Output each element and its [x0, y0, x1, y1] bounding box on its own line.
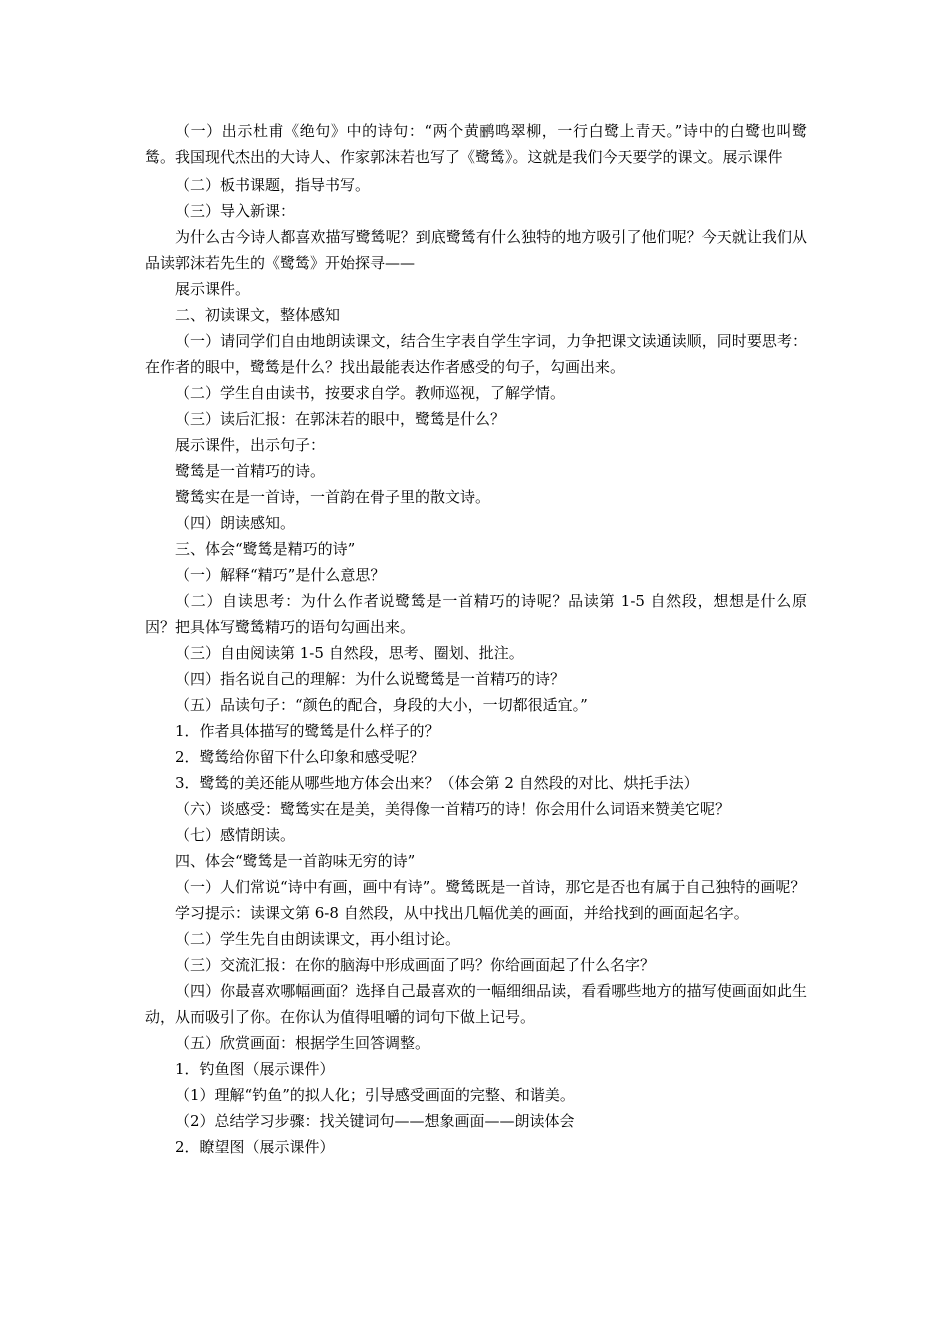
paragraph: 鹭鸶是一首精巧的诗。: [175, 462, 326, 480]
section-heading: 三、体会“鹭鸶是精巧的诗”: [175, 540, 356, 558]
paragraph: 学习提示：读课文第 6-8 自然段，从中找出几幅优美的画面，并给找到的画面起名字。: [175, 904, 749, 922]
document-body: [145, 118, 807, 1160]
paragraph: （六）谈感受：鹭鸶实在是美，美得像一首精巧的诗！你会用什么词语来赞美它呢？: [175, 800, 731, 818]
paragraph: （五）欣赏画面：根据学生回答调整。: [175, 1034, 431, 1052]
paragraph: （二）自读思考：为什么作者说鹭鸶是一首精巧的诗呢？品读第 1-5 自然段，想想是什么原因？把具体写鹭鸶精巧的语句勾画出来。: [145, 592, 807, 636]
section-heading: 四、体会“鹭鸶是一首韵味无穷的诗”: [175, 852, 416, 870]
paragraph: （一）出示杜甫《绝句》中的诗句：“两个黄鹂鸣翠柳，一行白鹭上青天。”诗中的白鹭也叫鹭鸶。我国现代杰出的大诗人、作家郭沫若也写了《鹭鸶》。这就是我们今天要学的课文。展示课件: [145, 122, 807, 166]
list-item: （2）总结学习步骤：找关键词句——想象画面——朗读体会: [175, 1112, 575, 1130]
paragraph: （四）朗读感知。: [175, 514, 296, 532]
list-item: 2．鹭鸶给你留下什么印象和感受呢？: [175, 748, 425, 766]
paragraph: （四）指名说自己的理解：为什么说鹭鸶是一首精巧的诗？: [175, 670, 566, 688]
paragraph: （二）板书课题，指导书写。: [175, 176, 371, 194]
paragraph: （三）导入新课：: [175, 202, 296, 220]
paragraph: （三）交流汇报：在你的脑海中形成画面了吗？你给画面起了什么名字？: [175, 956, 656, 974]
paragraph: （三）自由阅读第 1-5 自然段，思考、圈划、批注。: [175, 644, 524, 662]
paragraph: （二）学生自由读书，按要求自学。教师巡视，了解学情。: [175, 384, 566, 402]
paragraph: 展示课件，出示句子：: [175, 436, 326, 454]
paragraph: （四）你最喜欢哪幅画面？选择自己最喜欢的一幅细细品读，看看哪些地方的描写使画面如此生动，从而吸引了你。在你认为值得咀嚼的词句下做上记号。: [145, 982, 807, 1026]
list-item: 3．鹭鸶的美还能从哪些地方体会出来？（体会第 2 自然段的对比、烘托手法）: [175, 774, 699, 792]
paragraph: （一）人们常说“诗中有画，画中有诗”。鹭鸶既是一首诗，那它是否也有属于自己独特的画呢？: [175, 878, 806, 896]
paragraph: （二）学生先自由朗读课文，再小组讨论。: [175, 930, 461, 948]
paragraph: （七）感情朗读。: [175, 826, 296, 844]
paragraph: （一）解释“精巧”是什么意思？: [175, 566, 386, 584]
list-item: 1．作者具体描写的鹭鸶是什么样子的？: [175, 722, 440, 740]
paragraph: 展示课件。: [175, 280, 251, 298]
section-heading: 二、初读课文，整体感知: [175, 306, 341, 324]
paragraph: （一）请同学们自由地朗读课文，结合生字表自学生字词，力争把课文读通读顺，同时要思考：在作者的眼中，鹭鸶是什么？找出最能表达作者感受的句子，勾画出来。: [145, 332, 807, 376]
list-item: （1）理解“钓鱼”的拟人化；引导感受画面的完整、和谐美。: [175, 1086, 575, 1104]
paragraph: （五）品读句子：“颜色的配合，身段的大小，一切都很适宜。”: [175, 696, 588, 714]
paragraph: 鹭鸶实在是一首诗，一首韵在骨子里的散文诗。: [175, 488, 491, 506]
paragraph: （三）读后汇报：在郭沫若的眼中，鹭鸶是什么？: [175, 410, 506, 428]
paragraph: 为什么古今诗人都喜欢描写鹭鸶呢？到底鹭鸶有什么独特的地方吸引了他们呢？今天就让我们从品读郭沫若先生的《鹭鸶》开始探寻——: [145, 228, 807, 272]
list-item: 1．钓鱼图（展示课件）: [175, 1060, 335, 1078]
list-item: 2．瞭望图（展示课件）: [175, 1138, 335, 1156]
